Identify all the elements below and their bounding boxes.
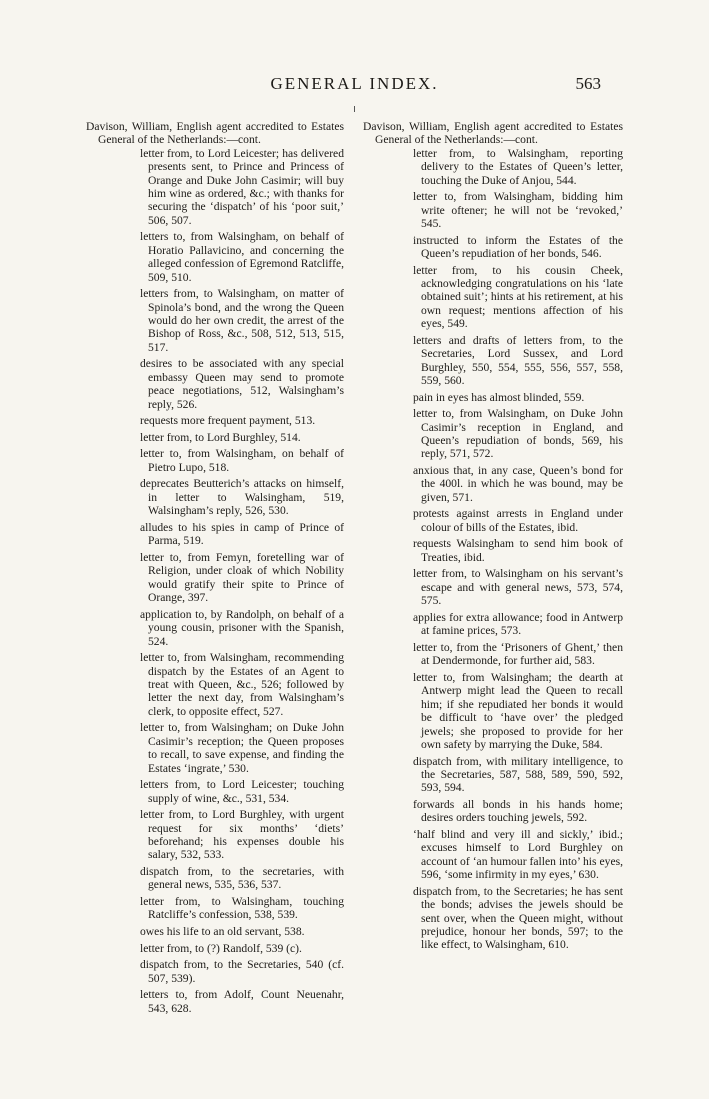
index-entry: letter from, to Walsingham, reporting delivery to the Estates of Queen’s letter, touching the Duke of Anjou, 544. (413, 146, 623, 187)
index-entry: letter to, from Femyn, foretelling war of Religion, under cloak of which Nobility would gratify their spite to Prince of Orange, 397. (140, 550, 344, 605)
index-entry: application to, by Randolph, on behalf of a young cousin, prisoner with the Spanish, 524. (140, 607, 344, 648)
index-entry: applies for extra allowance; food in Antwerp at famine prices, 573. (413, 610, 623, 638)
index-entry: letters from, to Walsingham, on matter of Spinola’s bond, and the wrong the Queen would do her own credit, the arrest of the Bishop of Ross, &c., 508, 512, 513, 515, 517. (140, 287, 344, 354)
index-entry: instructed to inform the Estates of the Queen’s repudiation of her bonds, 546. (413, 233, 623, 261)
index-entry: letter from, to (?) Randolf, 539 (c). (140, 941, 302, 955)
index-entry: letter to, from Walsingham, bidding him write oftener; he will not be ‘revoked,’ 545. (413, 190, 623, 231)
index-entry: forwards all bonds in his hands home; desires orders touching jewels, 592. (413, 797, 623, 825)
entry-list (363, 147, 623, 952)
index-entry: letter from, to Lord Burghley, 514. (140, 430, 301, 444)
page-header (0, 74, 709, 100)
index-entry: dispatch from, with military intelligence, to the Secretaries, 587, 588, 589, 590, 592, 593, 594. (413, 754, 623, 795)
index-entry: letter from, to his cousin Cheek, acknowledging congratulations on his ‘late obtained suit’; hints at his retirement, at his own request; mentions affection of his eyes, 549. (413, 263, 623, 331)
index-entry: desires to be associated with any special embassy Queen may send to promote peace negotiations, 512, Walsingham’s reply, 526. (140, 357, 344, 411)
index-entry: letter to, from Walsingham, on Duke John Casimir’s reception in England, and Queen’s repudiation of bonds, 569, his reply, 571, 572. (413, 407, 623, 461)
index-entry: dispatch from, to the secretaries, with general news, 535, 536, 537. (140, 864, 344, 892)
index-entry: owes his life to an old servant, 538. (140, 924, 305, 938)
index-entry: alludes to his spies in camp of Prince of Parma, 519. (140, 520, 344, 548)
header-rule (354, 106, 355, 112)
index-heading: Davison, William, English agent accredited to Estates General of the Netherlands:—cont. (86, 120, 344, 147)
index-entry: letter from, to Walsingham on his servant’s escape and with general news, 573, 574, 575. (413, 567, 623, 608)
index-entry: dispatch from, to the Secretaries, 540 (cf. 507, 539). (140, 958, 344, 985)
index-entry: letter from, to Lord Leicester; has delivered presents sent, to Prince and Princess of Orange and Duke John Casimir; will buy him wine as ordered, &c.; with thanks for securing the ‘dispatch’ of his ‘poor suit,’ 506, 507. (140, 146, 344, 227)
page-number: 563 (575, 74, 601, 93)
right-column (363, 120, 623, 955)
index-entry: requests more frequent payment, 513. (140, 414, 316, 428)
index-entry: letter to, from Walsingham, recommending dispatch by the Estates of an Agent to treat with Queen, &c., 526; followed by letter the next day, from Walsingham’s clerk, to opposite effect, 527. (140, 651, 344, 718)
left-column (86, 120, 344, 1018)
index-entry: dispatch from, to the Secretaries; he has sent the bonds; advises the jewels should be sent over, when the Queen might, without prejudice, honour her bonds, 597; to the like effect, to Walsingham, 610. (413, 884, 623, 952)
index-heading: Davison, William, English agent accredited to Estates General of the Netherlands:—cont. (363, 120, 623, 147)
index-entry: letter to, from Walsingham; on Duke John Casimir’s reception; the Queen proposes to recall, to save expense, and finding the Estates ‘ingrate,’ 530. (140, 721, 344, 775)
index-entry: letters to, from Adolf, Count Neuenahr, 543, 628. (140, 988, 344, 1015)
index-entry: letters to, from Walsingham, on behalf of Horatio Pallavicino, and concerning the alleged confession of Egremond Ratcliffe, 509, 510. (140, 230, 344, 284)
index-entry: letter from, to Lord Burghley, with urgent request for six months’ ‘diets’ beforehand; his expenses double his salary, 532, 533. (140, 808, 344, 862)
entry-list (86, 147, 344, 1015)
index-entry: protests against arrests in England under colour of bills of the Estates, ibid. (413, 507, 623, 534)
index-entry: letter to, from the ‘Prisoners of Ghent,’ then at Dendermonde, for further aid, 583. (413, 640, 623, 668)
running-title: GENERAL INDEX. (270, 74, 439, 93)
index-entry: deprecates Beutterich’s attacks on himself, in letter to Walsingham, 519, Walsingham’s reply, 526, 530. (140, 477, 344, 518)
index-entry: letters and drafts of letters from, to the Secretaries, Lord Sussex, and Lord Burghley, 550, 554, 555, 556, 557, 558, 559, 560. (413, 333, 623, 388)
index-entry: letter to, from Walsingham, on behalf of Pietro Lupo, 518. (140, 447, 344, 474)
index-entry: anxious that, in any case, Queen’s bond for the 400l. in which he was bound, may be given, 571. (413, 464, 623, 504)
index-entry: letter to, from Walsingham; the dearth at Antwerp might lead the Queen to recall him; if she repudiated her bonds it would be difficult to ‘have over’ the pledged jewels; she proposed to provide for her own safety by marrying the Duke, 584. (413, 670, 623, 751)
index-entry: letter from, to Walsingham, touching Ratcliffe’s confession, 538, 539. (140, 894, 344, 922)
index-entry: letters from, to Lord Leicester; touching supply of wine, &c., 531, 534. (140, 778, 344, 805)
index-entry: requests Walsingham to send him book of Treaties, ibid. (413, 537, 623, 564)
index-entry: ‘half blind and very ill and sickly,’ ibid.; excuses himself to Lord Burghley on account of ‘an humour fallen into’ his eyes, 596, ‘some infirmity in my eyes,’ 630. (413, 827, 623, 882)
index-entry: pain in eyes has almost blinded, 559. (413, 390, 585, 404)
